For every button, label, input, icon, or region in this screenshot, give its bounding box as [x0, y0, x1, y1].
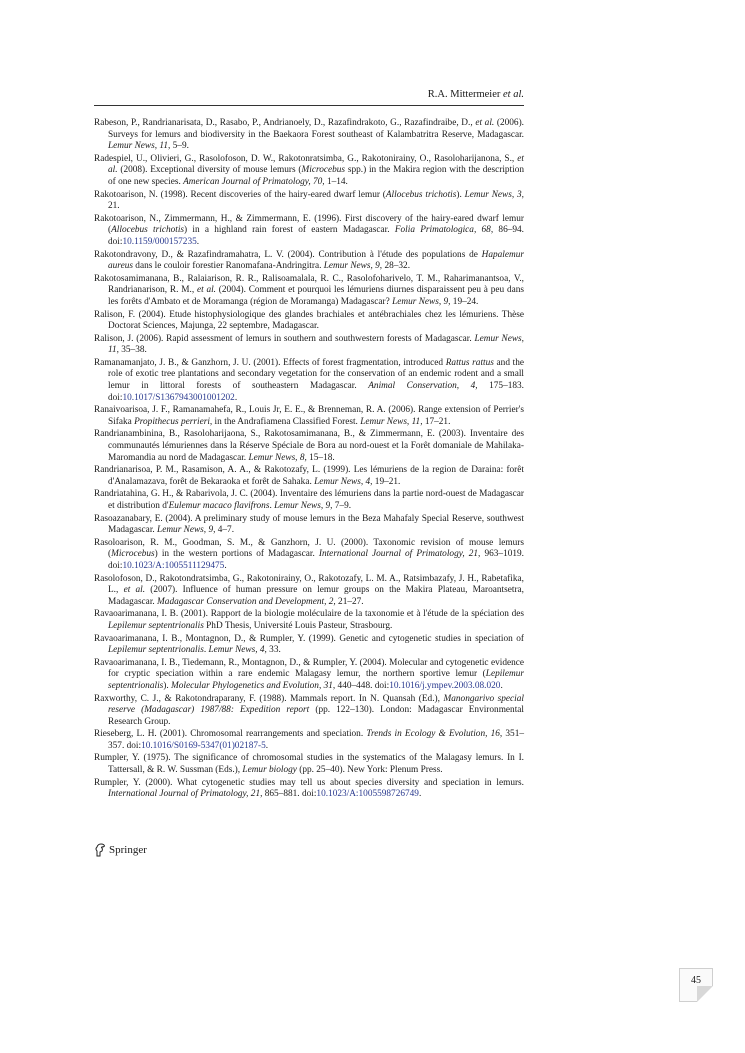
- italic-text: Trends in Ecology & Evolution, 16,: [366, 729, 503, 740]
- italic-text: Lemur News, 3,: [464, 189, 524, 200]
- reference-list: [94, 118, 524, 802]
- reference-text: and the role of exotic tree plantations and secondary vegetation for the conservation of an endemic rodent and a small lemur in littoral forests of southeastern Madagascar.: [108, 357, 524, 392]
- italic-text: Lemur News, 9,: [274, 501, 333, 511]
- reference-text: 865–881. doi:: [262, 789, 317, 800]
- reference-entry: [94, 405, 524, 428]
- reference-entry: [94, 694, 524, 729]
- page-footer: [94, 843, 147, 857]
- reference-text: Rakotondravony, D., & Razafindramahatra, L. V. (2004). Contribution à l'étude des populations de: [94, 249, 482, 260]
- reference-text: Ravaoarimanana, I. B., Tiedemann, R., Montagnon, D., & Rumpler, Y. (2004). Molecular and cytogenetic evidence for cryptic speciation within a rare endemic Malagasy lemur, the northern sportive lemur (: [94, 657, 524, 680]
- reference-text: Ravaoarimanana, I. B. (2001). Rapport de la biologie moléculaire de la taxonomie et à l'étude de la spéciation des: [94, 609, 524, 620]
- reference-text: 5–9.: [170, 141, 189, 152]
- reference-text: 19–24.: [450, 296, 479, 307]
- reference-text: dans le couloir forestier Ranomafana-Andringitra.: [132, 261, 324, 272]
- reference-text: 35–38.: [118, 345, 147, 356]
- reference-text: Randriatahina, G. H., & Rabarivola, J. C. (2004). Inventaire des lémuriens dans la partie nord-ouest de Madagascar et distribution d': [94, 489, 524, 511]
- italic-text: Lepilemur septentrionalis: [108, 669, 524, 691]
- reference-text: 7–9.: [332, 501, 352, 511]
- reference-entry: [94, 574, 524, 609]
- italic-text: et al.: [196, 285, 217, 296]
- italic-text: Manongarivo special reserve (Madagascar) 1987/88: Expedition report: [108, 693, 524, 716]
- italic-text: Propithecus perrieri,: [134, 416, 213, 427]
- reference-text: .: [269, 501, 275, 511]
- italic-text: Allocebus trichotis: [385, 189, 457, 200]
- reference-entry: [94, 190, 524, 213]
- italic-text: International Journal of Primatology, 21,: [318, 549, 481, 560]
- reference-text: Rumpler, Y. (1975). The significance of chromosomal studies in the systematics of the Malagasy lemurs. In I. Tattersall, & R. W. Sussman (Eds.),: [94, 753, 524, 776]
- reference-text: .: [418, 789, 422, 800]
- italic-text: et al.: [475, 118, 495, 128]
- italic-text: Lemur News, 9,: [392, 296, 451, 307]
- italic-text: Lemur News, 9,: [323, 261, 383, 272]
- reference-entry: [94, 538, 524, 573]
- header-rule: [94, 105, 524, 106]
- italic-text: Lemur News, 11,: [360, 416, 423, 427]
- springer-horse-icon: [94, 843, 106, 857]
- reference-text: 86–94. doi:: [108, 225, 525, 247]
- italic-text: Rattus rattus: [445, 357, 494, 368]
- reference-text: Rasolofoson, D., Rakotondratsimba, G., Rakotonirainy, O., Rakotozafy, L. M. A., Ratsimbazafy, J. H., Rabetafika, L.,: [94, 573, 524, 596]
- reference-text: Rabeson, P., Randrianarisata, D., Rasabo, P., Andrianoely, D., Razafindrakoto, G., Razafindraibe, D.,: [94, 118, 476, 128]
- doi-link[interactable]: 10.1016/S0169-5347(01)02187-5: [141, 740, 266, 751]
- doi-link[interactable]: 10.1159/000157235: [122, 236, 197, 247]
- italic-text: Madagascar Conservation and Development, 2,: [157, 596, 336, 607]
- reference-text: PhD Thesis, Université Louis Pasteur, Strasbourg.: [203, 620, 393, 631]
- reference-text: 4–7.: [215, 525, 235, 536]
- reference-text: ).: [456, 189, 465, 200]
- italic-text: Lemur News, 4,: [208, 645, 267, 656]
- reference-text: 440–448. doi:: [335, 680, 390, 691]
- doi-link[interactable]: 10.1016/j.ympev.2003.08.020: [389, 680, 501, 691]
- reference-text: .: [224, 560, 227, 571]
- reference-entry: [94, 778, 524, 801]
- reference-text: .: [265, 740, 269, 751]
- doi-link[interactable]: 10.1017/S1367943001001202: [122, 392, 235, 403]
- italic-text: Microcebus: [301, 165, 346, 176]
- italic-text: Lepilemur septentrionalis: [108, 620, 204, 631]
- reference-text: (2007). Influence of human pressure on lemur groups on the Makira Plateau, Maroantsetra, Madagascar.: [108, 585, 525, 607]
- reference-text: 351–357. doi:: [108, 729, 525, 751]
- reference-text: ).: [163, 680, 172, 691]
- reference-text: Rieseberg, L. H. (2001). Chromosomal rearrangements and speciation.: [94, 729, 367, 740]
- publisher-name: Springer: [109, 844, 147, 856]
- reference-text: Raxworthy, C. J., & Rakotondraparany, F. (1988). Mammals report. In N. Quansah (Ed.),: [94, 693, 444, 704]
- reference-entry: [94, 358, 524, 404]
- reference-entry: [94, 658, 524, 693]
- italic-text: Lemur News, 8,: [248, 452, 307, 463]
- italic-text: Lemur News, 4,: [314, 476, 373, 487]
- reference-entry: [94, 465, 524, 488]
- reference-text: Randrianambinina, B., Rasoloharijaona, S., Rakotosamimanana, B., & Zimmermann, E. (2003). Inventaire des communautés lémuriennes dans la Réserve Spéciale de Bora au nord-ouest et la Forêt domaniale de Mahilaka-Maromandia au nord de Madagascar.: [94, 429, 524, 463]
- italic-text: Lepilemur septentrionalis: [108, 645, 204, 656]
- reference-text: spp.) in the Makira region with the description of one new species.: [108, 165, 525, 187]
- reference-text: 15–18.: [306, 452, 335, 463]
- reference-text: Rumpler, Y. (2000). What cytogenetic studies may tell us about species diversity and speciation in lemurs.: [94, 777, 524, 788]
- reference-text: Ramanamanjato, J. B., & Ganzhorn, J. U. (2001). Effects of forest fragmentation, introduced: [94, 357, 446, 368]
- reference-text: Randrianarisoa, P. M., Rasamison, A. A., & Rakotozafy, L. (1999). Les lémuriens de la region de Daraina: forêt d'Analamazava, forêt de Bekaraoka et forêt de Sahaka.: [94, 465, 524, 487]
- reference-text: (pp. 25–40). New York: Plenum Press.: [296, 765, 443, 776]
- doi-link[interactable]: 10.1023/A:1005511129475: [122, 560, 225, 571]
- italic-text: Allocebus trichotis: [111, 225, 185, 236]
- reference-text: 17–21.: [422, 416, 451, 427]
- italic-text: Lemur News, 9,: [157, 525, 216, 536]
- reference-text: ) in a highland rain forest of eastern Madagascar.: [184, 225, 395, 236]
- reference-text: (pp. 122–130). London: Madagascar Environmental Research Group.: [108, 705, 524, 727]
- italic-text: et al.: [108, 153, 524, 176]
- italic-text: Molecular Phylogenetics and Evolution, 31,: [171, 680, 336, 691]
- reference-text: Ravaoarimanana, I. B., Montagnon, D., & Rumpler, Y. (1999). Genetic and cytogenetic studies in speciation of: [94, 633, 524, 644]
- reference-text: (2004). Comment et pourquoi les lémuriens diurnes disparaissent peu à peu dans les forêts d'Ambato et de Moramanga (région de Moramanga) Madagascar?: [108, 285, 524, 307]
- reference-entry: [94, 489, 524, 512]
- running-head-author: R.A. Mittermeier: [427, 89, 503, 100]
- reference-text: 28–32.: [382, 261, 411, 272]
- italic-text: Eulemur macaco flavifrons: [168, 501, 270, 511]
- reference-text: Ralison, F. (2004). Etude histophysiologique des glandes brachiales et antébrachiales chez les lémuriens. Thèse Doctorat Sciences, Majunga, 22 septembre, Madagascar.: [94, 309, 524, 332]
- italic-text: Lemur News, 11,: [108, 141, 171, 152]
- reference-text: (2008). Exceptional diversity of mouse lemurs (: [117, 165, 302, 176]
- reference-entry: [94, 274, 524, 309]
- reference-text: Rakotoarison, N. (1998). Recent discoveries of the hairy-eared dwarf lemur (: [94, 189, 386, 200]
- reference-text: Rasoloarison, R. M., Goodman, S. M., & Ganzhorn, J. U. (2000). Taxonomic revision of mouse lemurs (: [94, 537, 524, 560]
- reference-text: Ranaivoarisoa, J. F., Ramanamahefa, R., Louis Jr, E. E., & Brenneman, R. A. (2006). Range extension of Perrier's Sifaka: [94, 405, 524, 427]
- reference-text: .: [234, 392, 238, 403]
- running-head-etal: et al.: [503, 89, 524, 100]
- reference-text: .: [500, 680, 503, 691]
- reference-text: in the Andrafiamena Classified Forest.: [212, 416, 361, 427]
- reference-entry: [94, 250, 524, 273]
- reference-entry: [94, 634, 524, 657]
- reference-entry: [94, 753, 524, 776]
- reference-text: Rakotoarison, N., Zimmermann, H., & Zimmermann, E. (1996). First discovery of the hairy-eared dwarf lemur (: [94, 213, 524, 236]
- reference-entry: [94, 154, 524, 189]
- reference-text: 1–14.: [324, 176, 348, 187]
- reference-text: .: [196, 236, 200, 247]
- reference-text: Rasoazanabary, E. (2004). A preliminary study of mouse lemurs in the Beza Mahafaly Special Reserve, southwest Madagascar.: [94, 513, 524, 536]
- italic-text: Folia Primatologica, 68,: [394, 225, 494, 236]
- reference-text: .: [203, 645, 209, 656]
- page-number: 45: [691, 975, 701, 986]
- reference-text: 19–21.: [372, 476, 401, 487]
- reference-text: ) in the western portions of Madagascar.: [154, 549, 319, 560]
- reference-text: (2006). Surveys for lemurs and biodiversity in the Baekaora Forest southeast of Kalambatritra Reserve, Madagascar.: [108, 118, 524, 140]
- reference-entry: [94, 310, 524, 333]
- reference-text: 33.: [266, 645, 281, 656]
- italic-text: et al.: [123, 585, 146, 596]
- reference-entry: [94, 609, 524, 632]
- page-curl-icon: [697, 986, 713, 1002]
- reference-text: Ralison, J. (2006). Rapid assessment of lemurs in southern and southwestern forests of Madagascar.: [94, 333, 475, 344]
- reference-text: 21.: [108, 201, 120, 212]
- running-head: [94, 89, 524, 100]
- reference-entry: [94, 334, 524, 357]
- page-number-box: [679, 968, 713, 1002]
- reference-entry: [94, 214, 524, 249]
- reference-text: 21–27.: [335, 596, 364, 607]
- doi-link[interactable]: 10.1023/A:1005598726749: [316, 789, 419, 800]
- italic-text: Lemur biology: [242, 765, 297, 776]
- italic-text: Hapalemur aureus: [108, 249, 524, 272]
- reference-entry: [94, 118, 524, 153]
- italic-text: American Journal of Primatology, 70,: [183, 176, 325, 187]
- italic-text: Microcebus: [111, 549, 155, 560]
- italic-text: International Journal of Primatology, 21,: [108, 789, 263, 800]
- reference-text: Rakotosamimanana, B., Ralaiarison, R. R., Ralisoamalala, R. C., Rasolofoharivelo, T. M., Raharimanantsoa, V., Randrianarison, R. M.,: [94, 273, 524, 296]
- reference-entry: [94, 429, 524, 464]
- reference-text: 175–183. doi:: [108, 381, 525, 403]
- reference-text: Radespiel, U., Olivieri, G., Rasolofoson, D. W., Rakotonratsimba, G., Rakotonirainy, O., Rasoloharijanona, S.,: [94, 153, 518, 164]
- reference-entry: [94, 729, 524, 752]
- italic-text: Animal Conservation, 4,: [368, 381, 478, 392]
- reference-text: 963–1019. doi:: [108, 549, 524, 571]
- reference-entry: [94, 514, 524, 537]
- italic-text: Lemur News, 11,: [108, 333, 524, 356]
